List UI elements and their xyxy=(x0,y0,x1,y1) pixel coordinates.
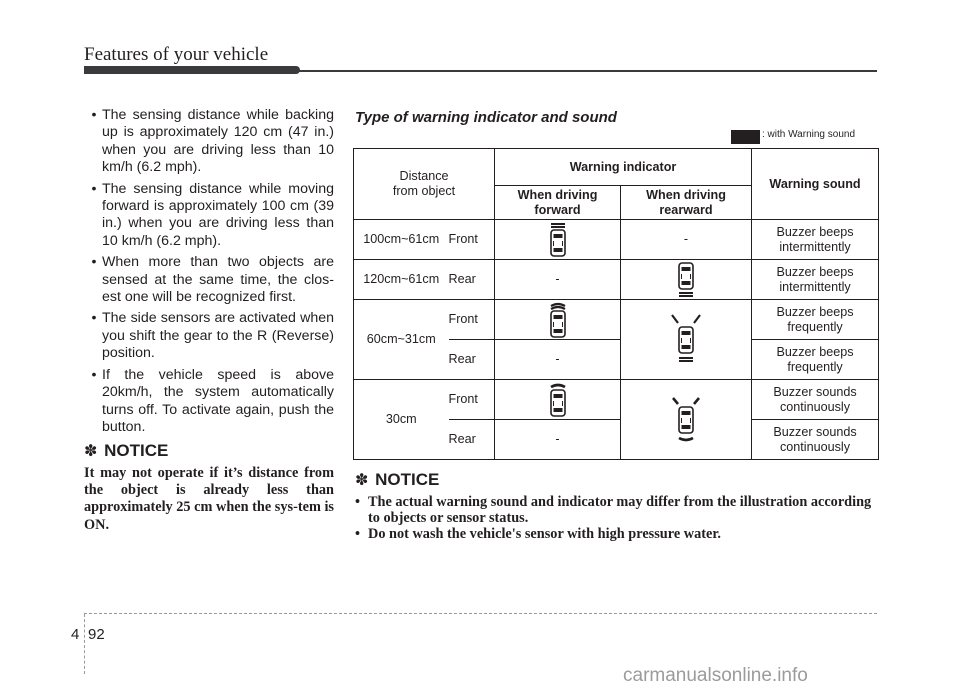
bullet-item: • The sensing distance while moving forward is approximately 100 cm (39 in.) when you are driving less than 10 km/h (6.2 mph). xyxy=(91,180,334,249)
sound-cell: Buzzer beeps intermittently xyxy=(752,220,879,260)
bullet-item: • When more than two objects are sensed at the same time, the clos-est one will be recognized first. xyxy=(91,254,334,306)
warning-table xyxy=(353,148,879,460)
car-rear-warning-icon xyxy=(666,262,706,298)
car-front-warning-icon xyxy=(538,222,578,258)
notice-item: • Do not wash the vehicle's sensor with high pressure water. xyxy=(355,526,721,542)
sound-cell: Buzzer sounds continuously xyxy=(752,420,879,460)
right-notice-list xyxy=(355,494,880,542)
forward-indicator-cell xyxy=(495,220,621,260)
position-cell: Rear xyxy=(449,260,495,300)
position-cell: Front xyxy=(449,300,495,340)
header-rule-thin xyxy=(84,70,877,72)
sound-cell: Buzzer beeps frequently xyxy=(752,340,879,380)
footer-rule xyxy=(84,613,877,614)
chapter-number: 4 xyxy=(71,626,80,643)
forward-indicator-cell xyxy=(495,300,621,340)
legend-text: : with Warning sound xyxy=(762,129,856,140)
left-notice-heading: ✽ NOTICE xyxy=(84,441,169,460)
page-header-title: Features of your vehicle xyxy=(84,44,269,65)
header-rearward: When driving rearward xyxy=(621,186,752,220)
legend-swatch xyxy=(731,130,760,144)
bullet-item: • The sensing distance while backing up is approximately 120 cm (47 in.) when you are driving less than 10 km/h (6.2 mph). xyxy=(91,107,334,176)
position-cell: Rear xyxy=(449,420,495,460)
watermark: carmanualsonline.info xyxy=(623,665,808,686)
forward-indicator-cell: - xyxy=(495,420,621,460)
page-number: 92 xyxy=(88,626,105,643)
sound-cell: Buzzer beeps frequently xyxy=(752,300,879,340)
sound-cell: Buzzer beeps intermittently xyxy=(752,260,879,300)
distance-cell: 60cm~31cm xyxy=(354,300,449,380)
sound-cell: Buzzer sounds continuously xyxy=(752,380,879,420)
forward-indicator-cell xyxy=(495,380,621,420)
position-cell: Rear xyxy=(449,340,495,380)
position-cell: Front xyxy=(449,380,495,420)
section-title: Type of warning indicator and sound xyxy=(355,109,617,126)
rearward-indicator-cell xyxy=(621,300,752,380)
forward-indicator-cell: - xyxy=(495,260,621,300)
car-front-warning-icon xyxy=(538,382,578,418)
header-forward: When driving forward xyxy=(495,186,621,220)
right-notice-heading: ✽ NOTICE xyxy=(355,470,440,489)
distance-cell: 100cm~61cm xyxy=(354,220,449,260)
bullet-list xyxy=(86,107,334,440)
left-notice-body: It may not operate if it’s distance from the object is already less than approximately 25 cm when the sys-tem is ON. xyxy=(84,465,334,533)
car-front-warning-icon xyxy=(538,302,578,338)
car-side-warning-icon xyxy=(666,389,706,451)
rearward-indicator-cell xyxy=(621,380,752,460)
rearward-indicator-cell: - xyxy=(621,220,752,260)
bullet-item: • The side sensors are activated when you shift the gear to the R (Reverse) position. xyxy=(91,310,334,362)
header-warning-sound: Warning sound xyxy=(752,149,879,220)
notice-item: • The actual warning sound and indicator may differ from the illustration according to objects or sensor status. xyxy=(355,494,872,526)
footer-divider xyxy=(84,614,85,674)
header-distance: Distance from object xyxy=(354,149,495,220)
forward-indicator-cell: - xyxy=(495,340,621,380)
bullet-item: • If the vehicle speed is above 20km/h, the system automatically turns off. To activate again, push the button. xyxy=(91,366,334,435)
header-warning-indicator: Warning indicator xyxy=(495,149,752,186)
distance-cell: 120cm~61cm xyxy=(354,260,449,300)
car-side-warning-icon xyxy=(666,309,706,371)
rearward-indicator-cell xyxy=(621,260,752,300)
distance-cell: 30cm xyxy=(354,380,449,460)
position-cell: Front xyxy=(449,220,495,260)
